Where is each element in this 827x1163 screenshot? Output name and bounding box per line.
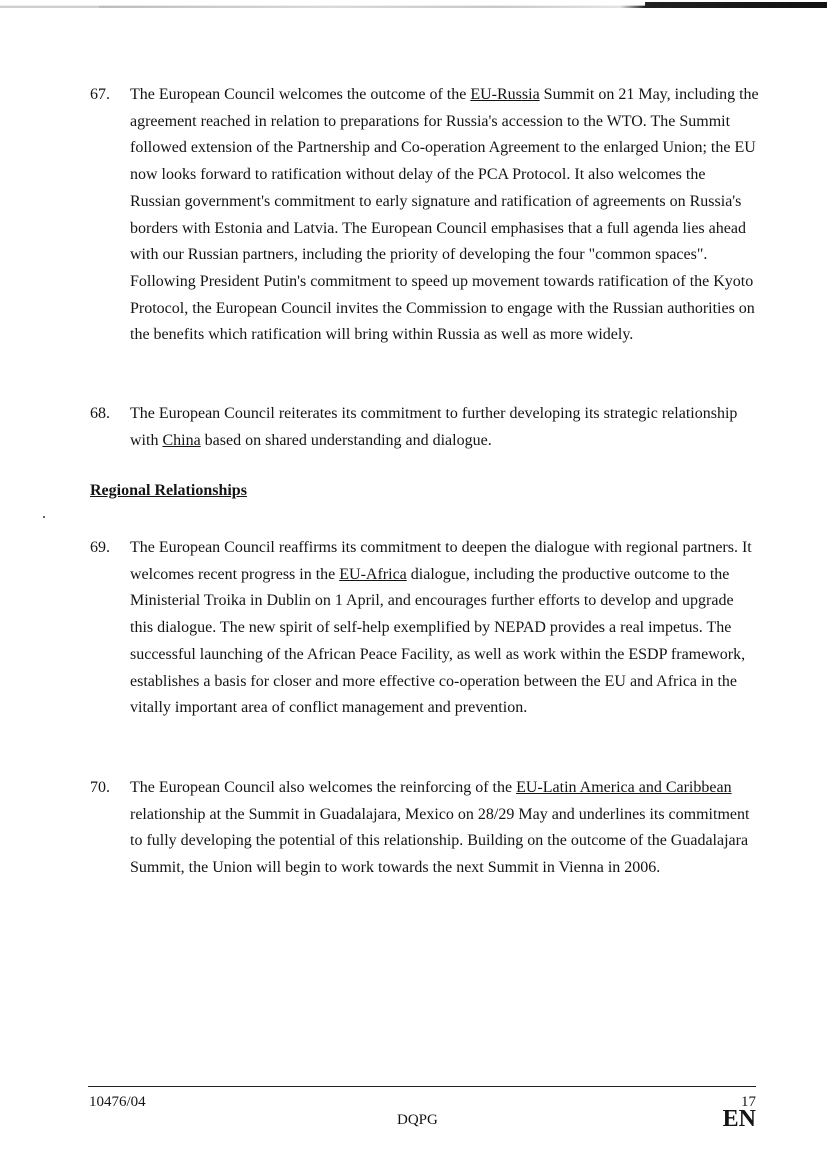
paragraph-text: The European Council reiterates its commitment to further developing its strategic relationship with: [130, 405, 738, 449]
paragraph-number: 69.: [90, 539, 110, 556]
paragraph-body: [130, 535, 760, 722]
paragraph-text: Summit on 21 May, including the agreement reached in relation to preparations for Russia's accession to the WTO. The Summit followed extension of the Partnership and Co-operation Agreement to the enlarged Union; the EU now looks forward to ratification without delay of the PCA Protocol. It also welcomes the Russian government's commitment to early signature and ratification of agreements on Russia's borders with Estonia and Latvia. The European Council emphasises that a full agenda lies ahead with our Russian partners, including the priority of developing the four "common spaces". Following President Putin's commitment to speed up movement towards ratification of the Kyoto Protocol, the European Council invites the Commission to engage with the Russian authorities on the benefits which ratification will bring within Russia as well as more widely.: [130, 86, 759, 344]
link-eu-russia[interactable]: EU-Russia: [470, 86, 540, 103]
paragraph-text: based on shared understanding and dialogue.: [200, 431, 492, 449]
link-eu-latin-america[interactable]: EU-Latin America and Caribbean: [516, 779, 732, 796]
paragraph-text: relationship at the Summit in Guadalajara, Mexico on 28/29 May and underlines its commitment to fully developing the potential of this relationship. Building on the outcome of the Guadalajara Summit, the Union will begin to work towards the next Summit in Vienna in 2006.: [130, 805, 750, 877]
link-eu-africa[interactable]: EU-Africa: [339, 565, 407, 583]
paragraph-text: The European Council welcomes the outcome of the: [130, 86, 471, 103]
paragraph-68: [90, 401, 760, 454]
section-heading: Regional Relationships: [90, 482, 247, 499]
language-code: EN: [722, 1106, 756, 1132]
paragraph-text: dialogue, including the productive outcome to the Ministerial Troika in Dublin on 1 April, and encourages further efforts to develop and upgrade this dialogue. The new spirit of self-help exemplified by NEPAD provides a real impetus. The successful launching of the African Peace Facility, as well as work within the ESDP framework, establishes a basis for closer and more effective co-operation between the EU and Africa in the vitally important area of conflict management and prevention.: [130, 565, 746, 717]
page-number: 17: [741, 1094, 756, 1110]
header-rule: [0, 2, 827, 8]
paragraph-text: The European Council also welcomes the reinforcing of the: [130, 779, 517, 796]
paragraph-body: [130, 82, 760, 349]
paragraph-number: 70.: [90, 779, 110, 796]
paragraph-70: [90, 775, 760, 882]
link-china[interactable]: China: [162, 431, 201, 449]
paragraph-text: The European Council reaffirms its commitment to deepen the dialogue with regional partners. It welcomes recent progress in the: [130, 539, 752, 583]
paragraph-body: [130, 775, 760, 882]
paragraph-67: [90, 82, 760, 349]
paragraph-number: 68.: [90, 405, 110, 422]
document-number: 10476/04: [89, 1094, 146, 1110]
paragraph-69: [90, 535, 760, 722]
footer-rule: [88, 1086, 756, 1087]
paragraph-number: 67.: [90, 86, 110, 103]
paragraph-body: [130, 401, 760, 454]
department-code: DQPG: [397, 1112, 438, 1128]
scan-speck: [43, 516, 45, 518]
